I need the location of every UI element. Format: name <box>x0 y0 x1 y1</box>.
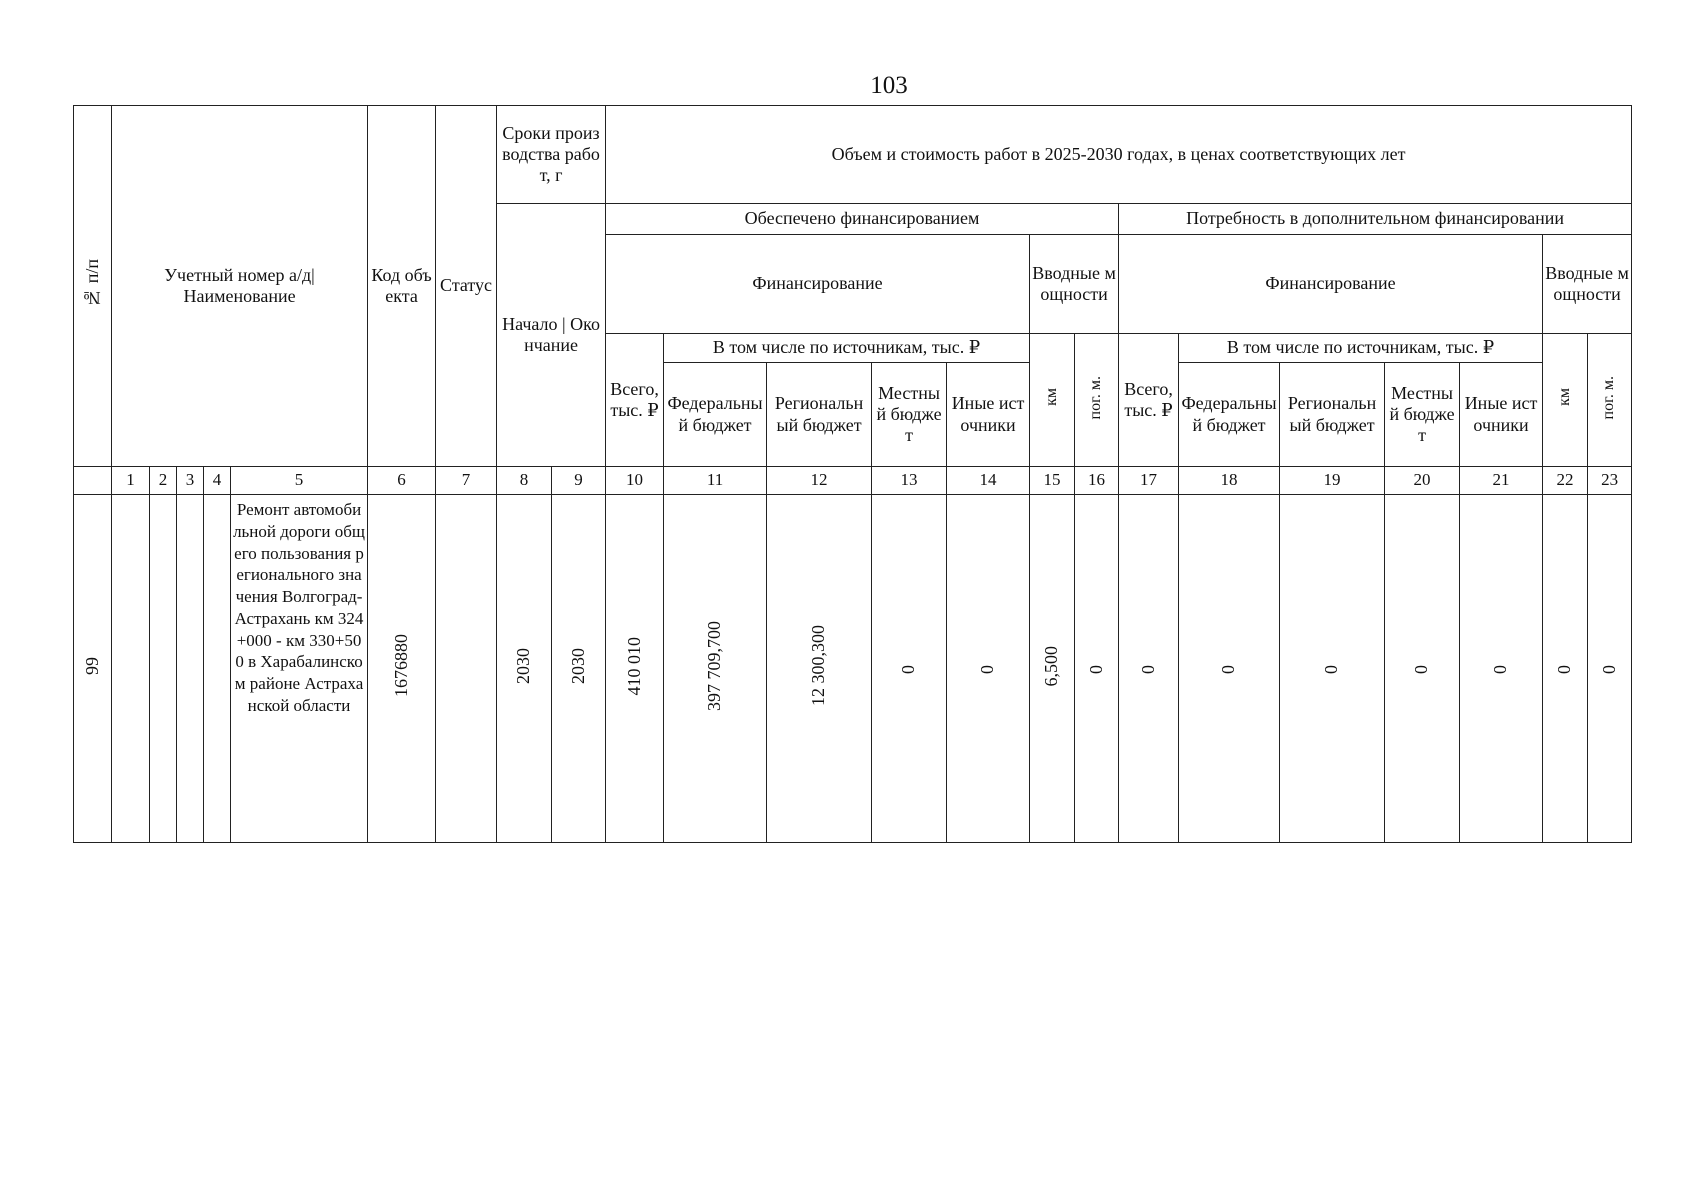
header-account-name: Учетный номер а/д| Наименование <box>112 106 368 467</box>
row-status <box>436 495 497 843</box>
row-other-cell <box>947 495 1030 843</box>
row-add-local-cell <box>1385 495 1460 843</box>
column-number-cell: 10 <box>606 467 664 495</box>
column-number-cell: 6 <box>368 467 436 495</box>
header-funded: Обеспечено финансированием <box>606 204 1119 235</box>
column-number-row <box>74 467 1632 495</box>
row-start: 2030 <box>513 647 534 684</box>
column-number-cell: 7 <box>436 467 497 495</box>
row-total-cell <box>606 495 664 843</box>
header-federal: Федеральный бюджет <box>664 363 767 467</box>
header-financing: Финансирование <box>606 235 1030 334</box>
column-number-cell: 16 <box>1075 467 1119 495</box>
row-end: 2030 <box>567 647 588 684</box>
row-add-total-cell <box>1119 495 1179 843</box>
column-number-cell: 23 <box>1588 467 1632 495</box>
row-col-2 <box>150 495 177 843</box>
column-number-cell: 19 <box>1280 467 1385 495</box>
header-regional: Региональный бюджет <box>767 363 872 467</box>
row-regional-cell <box>767 495 872 843</box>
column-number-cell: 3 <box>177 467 204 495</box>
row-local: 0 <box>898 664 919 674</box>
column-number-cell: 8 <box>497 467 552 495</box>
header-local: Местный бюджет <box>872 363 947 467</box>
header-total: Всего, тыс. ₽ <box>606 334 664 467</box>
row-add-federal: 0 <box>1218 664 1239 674</box>
row-other: 0 <box>977 664 998 674</box>
header-other-additional: Иные источники <box>1460 363 1543 467</box>
row-add-total: 0 <box>1137 664 1158 674</box>
header-km-label: км <box>1042 388 1060 407</box>
column-number-cell: 21 <box>1460 467 1543 495</box>
header-km-additional-label: км <box>1555 388 1573 407</box>
row-col-4 <box>204 495 231 843</box>
column-number-blank <box>74 467 112 495</box>
column-number-cell: 2 <box>150 467 177 495</box>
header-num-pp-label: № п/п <box>81 258 102 308</box>
row-federal: 397 709,700 <box>704 620 725 711</box>
header-volume-cost: Объем и стоимость работ в 2025-2030 годах, в ценах соответствующих лет <box>606 106 1632 204</box>
header-other: Иные источники <box>947 363 1030 467</box>
row-num-cell <box>74 495 112 843</box>
row-regional: 12 300,300 <box>808 625 829 707</box>
row-name: Ремонт автомобильной дороги общего пользования регионального значения Волгоград-Астрахань км 324+000 - км 330+500 в Харабалинском районе Астраханской области <box>231 495 368 843</box>
header-total-additional: Всего, тыс. ₽ <box>1119 334 1179 467</box>
column-number-cell: 1 <box>112 467 150 495</box>
row-add-other-cell <box>1460 495 1543 843</box>
row-num: 99 <box>81 656 102 675</box>
row-add-m: 0 <box>1598 664 1619 674</box>
row-add-local: 0 <box>1411 664 1432 674</box>
header-by-sources: В том числе по источникам, тыс. ₽ <box>664 334 1030 363</box>
header-local-additional: Местный бюджет <box>1385 363 1460 467</box>
row-end-cell <box>552 495 606 843</box>
header-linear-m-label: пог. м. <box>1087 375 1105 420</box>
column-number-cell: 11 <box>664 467 767 495</box>
row-add-regional-cell <box>1280 495 1385 843</box>
column-number-cell: 14 <box>947 467 1030 495</box>
row-federal-cell <box>664 495 767 843</box>
header-km-additional <box>1543 334 1588 467</box>
header-start-end: Начало | Окончание <box>497 204 606 467</box>
header-linear-m <box>1075 334 1119 467</box>
header-need-additional: Потребность в дополнительном финансировании <box>1119 204 1632 235</box>
row-add-federal-cell <box>1179 495 1280 843</box>
row-add-km-cell <box>1543 495 1588 843</box>
header-terms: Сроки производства работ, г <box>497 106 606 204</box>
roadworks-table <box>73 105 1632 843</box>
row-col-1 <box>112 495 150 843</box>
header-federal-additional: Федеральный бюджет <box>1179 363 1280 467</box>
column-number-cell: 22 <box>1543 467 1588 495</box>
header-financing-additional: Финансирование <box>1119 235 1543 334</box>
column-number-cell: 17 <box>1119 467 1179 495</box>
header-linear-m-additional-label: пог. м. <box>1600 375 1618 420</box>
row-add-m-cell <box>1588 495 1632 843</box>
header-num-pp <box>74 106 112 467</box>
column-number-cell: 9 <box>552 467 606 495</box>
row-start-cell <box>497 495 552 843</box>
row-add-other: 0 <box>1490 664 1511 674</box>
row-add-regional: 0 <box>1321 664 1342 674</box>
row-code-cell <box>368 495 436 843</box>
row-code: 1676880 <box>390 634 411 698</box>
column-number-cell: 18 <box>1179 467 1280 495</box>
column-number-cell: 20 <box>1385 467 1460 495</box>
header-km <box>1030 334 1075 467</box>
header-input-capacity: Вводные мощности <box>1030 235 1119 334</box>
row-m-cell <box>1075 495 1119 843</box>
row-local-cell <box>872 495 947 843</box>
column-number-cell: 4 <box>204 467 231 495</box>
header-status: Статус <box>436 106 497 467</box>
row-add-km: 0 <box>1554 664 1575 674</box>
header-input-capacity-additional: Вводные мощности <box>1543 235 1632 334</box>
column-number-cell: 12 <box>767 467 872 495</box>
column-number-cell: 15 <box>1030 467 1075 495</box>
header-by-sources-additional: В том числе по источникам, тыс. ₽ <box>1179 334 1543 363</box>
column-number-cell: 13 <box>872 467 947 495</box>
row-m: 0 <box>1085 664 1106 674</box>
row-km-cell <box>1030 495 1075 843</box>
row-km: 6,500 <box>1041 645 1062 687</box>
column-number-cell: 5 <box>231 467 368 495</box>
header-linear-m-additional <box>1588 334 1632 467</box>
page-number: 103 <box>870 72 908 99</box>
row-total: 410 010 <box>623 636 644 696</box>
header-object-code: Код объекта <box>368 106 436 467</box>
row-col-3 <box>177 495 204 843</box>
table-row <box>74 495 1632 843</box>
header-regional-additional: Региональный бюджет <box>1280 363 1385 467</box>
